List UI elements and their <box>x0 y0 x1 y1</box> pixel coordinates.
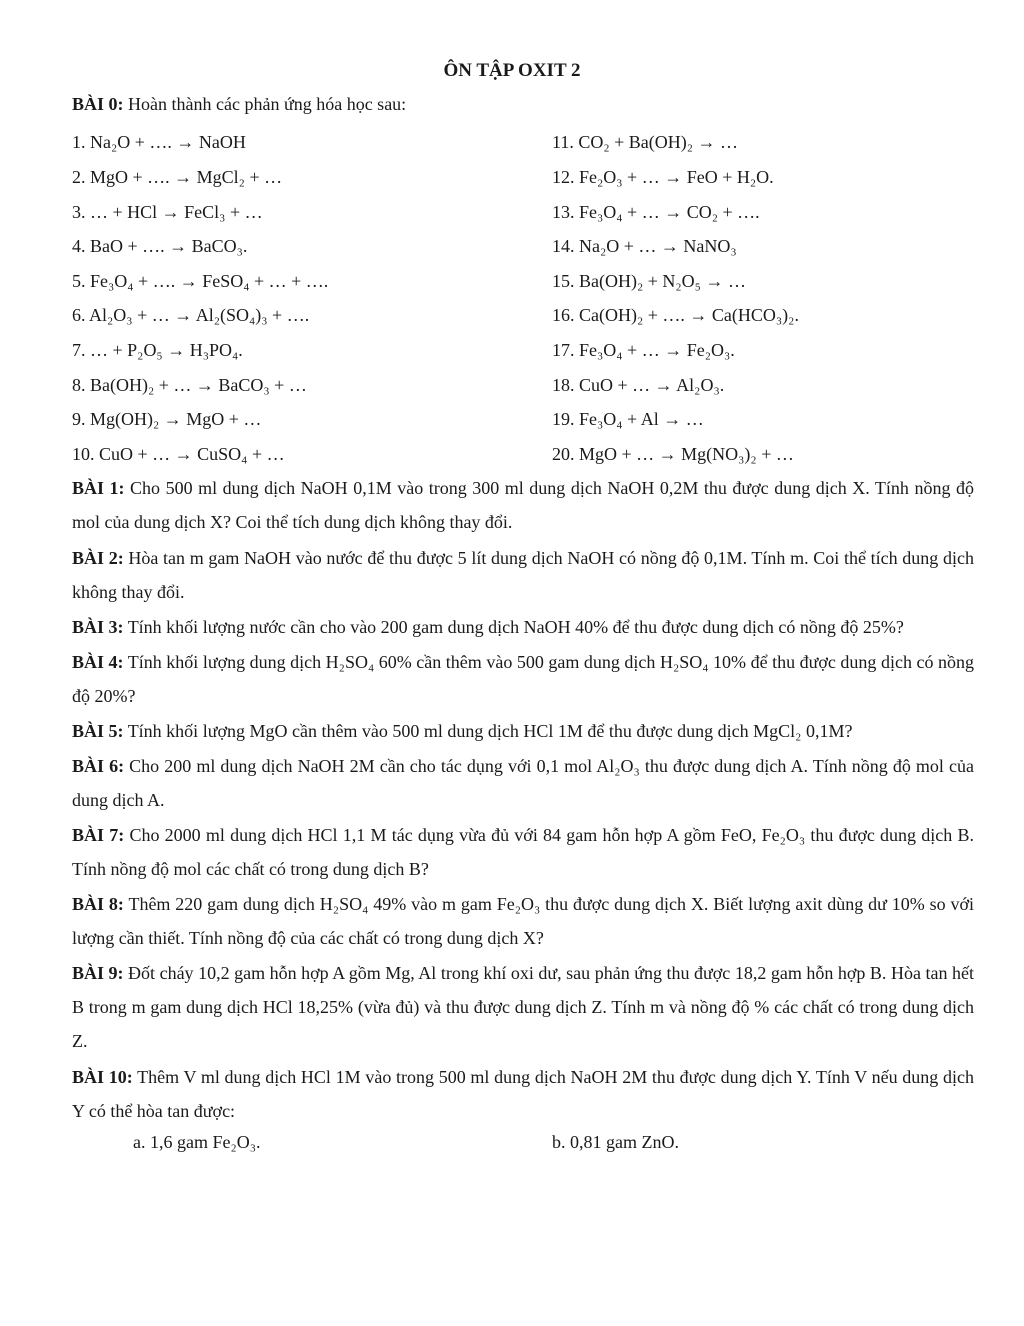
exercise-5: BÀI 5: Tính khối lượng MgO cần thêm vào 500 ml dung dịch HCl 1M để thu được dung dịch MgCl₂ 0,1M? <box>72 721 853 741</box>
equation-19: 19. Fe₃O₄ + Al → … <box>552 409 704 429</box>
equation-16: 16. Ca(OH)₂ + …. → Ca(HCO₃)₂. <box>552 305 799 325</box>
equation-8: 8. Ba(OH)₂ + … → BaCO₃ + … <box>72 375 307 395</box>
exercise-8: BÀI 8: Thêm 220 gam dung dịch H₂SO₄ 49% vào m gam Fe₂O₃ thu được dung dịch X. Biết lượng axit dùng dư 10% so với lượng cần thiết. Tính nồng độ của các chất có trong dung dịch X? <box>72 894 974 948</box>
equation-3: 3. … + HCl → FeCl₃ + … <box>72 202 263 222</box>
equation-14: 14. Na₂O + … → NaNO₃ <box>552 236 737 256</box>
exercise-0-text: Hoàn thành các phản ứng hóa học sau: <box>123 94 407 114</box>
equation-11: 11. CO₂ + Ba(OH)₂ → … <box>552 132 739 152</box>
exercise-0-label: BÀI 0: <box>72 94 124 114</box>
exercise-10: BÀI 10: Thêm V ml dung dịch HCl 1M vào trong 500 ml dung dịch NaOH 2M thu được dung dịch Y. Tính V nếu dung dịch Y có thể hòa tan được: <box>72 1067 974 1121</box>
equation-17: 17. Fe₃O₄ + … → Fe₂O₃. <box>552 340 735 360</box>
exercise-4: BÀI 4: Tính khối lượng dung dịch H₂SO₄ 60% cần thêm vào 500 gam dung dịch H₂SO₄ 10% để thu được dung dịch có nồng độ 20%? <box>72 652 974 706</box>
equation-5: 5. Fe₃O₄ + …. → FeSO₄ + … + …. <box>72 271 329 291</box>
equation-6: 6. Al₂O₃ + … → Al₂(SO₄)₃ + …. <box>72 305 310 325</box>
exercise-3: BÀI 3: Tính khối lượng nước cần cho vào 200 gam dung dịch NaOH 40% để thu được dung dịch có nồng độ 25%? <box>72 617 904 637</box>
exercise-10-part-a: a. 1,6 gam Fe₂O₃. <box>133 1132 261 1152</box>
exercise-6: BÀI 6: Cho 200 ml dung dịch NaOH 2M cần cho tác dụng với 0,1 mol Al₂O₃ thu được dung dịch A. Tính nồng độ mol của dung dịch A. <box>72 756 974 810</box>
equation-12: 12. Fe₂O₃ + … → FeO + H₂O. <box>552 167 774 187</box>
exercise-7: BÀI 7: Cho 2000 ml dung dịch HCl 1,1 M tác dụng vừa đủ với 84 gam hỗn hợp A gồm FeO, Fe₂O₃ thu được dung dịch B. Tính nồng độ mol các chất có trong dung dịch B? <box>72 825 974 879</box>
equation-15: 15. Ba(OH)₂ + N₂O₅ → … <box>552 271 746 291</box>
equation-10: 10. CuO + … → CuSO₄ + … <box>72 444 285 464</box>
equation-1: 1. Na₂O + …. → NaOH <box>72 132 246 152</box>
exercise-1: BÀI 1: Cho 500 ml dung dịch NaOH 0,1M vào trong 300 ml dung dịch NaOH 0,2M thu được dung dịch X. Tính nồng độ mol của dung dịch X? Coi thể tích dung dịch không thay đổi. <box>72 478 974 532</box>
equation-4: 4. BaO + …. → BaCO₃. <box>72 236 248 256</box>
equation-2: 2. MgO + …. → MgCl₂ + … <box>72 167 283 187</box>
exercise-2: BÀI 2: Hòa tan m gam NaOH vào nước để thu được 5 lít dung dịch NaOH có nồng độ 0,1M. Tính m. Coi thể tích dung dịch không thay đổi. <box>72 548 974 602</box>
equation-20: 20. MgO + … → Mg(NO₃)₂ + … <box>552 444 794 464</box>
equation-9: 9. Mg(OH)₂ → MgO + … <box>72 409 262 429</box>
equation-13: 13. Fe₃O₄ + … → CO₂ + …. <box>552 202 760 222</box>
exercise-9: BÀI 9: Đốt cháy 10,2 gam hỗn hợp A gồm Mg, Al trong khí oxi dư, sau phản ứng thu được 18,2 gam hỗn hợp B. Hòa tan hết B trong m gam dung dịch HCl 18,25% (vừa đủ) và thu được dung dịch Z. Tính m và nồng độ % các chất có trong dung dịch Z. <box>72 963 974 1051</box>
exercise-10-part-b: b. 0,81 gam ZnO. <box>552 1132 679 1152</box>
page-title: ÔN TẬP OXIT 2 <box>443 60 581 81</box>
equation-18: 18. CuO + … → Al₂O₃. <box>552 375 725 395</box>
equation-7: 7. … + P₂O₅ → H₃PO₄. <box>72 340 243 360</box>
exercise-0-heading <box>72 94 406 115</box>
